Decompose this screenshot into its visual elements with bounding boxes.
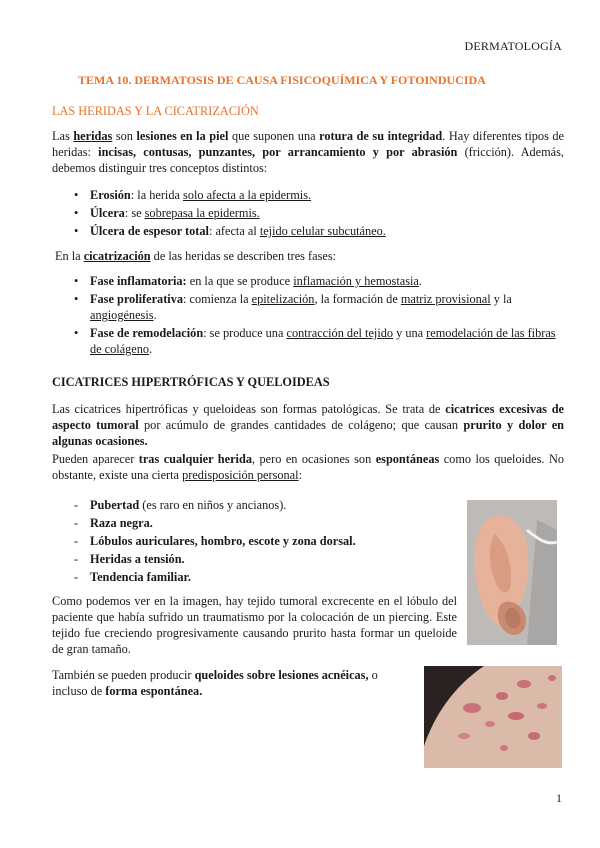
list-item: - Pubertad (es raro en niños y ancianos). (74, 498, 287, 512)
tema-title: TEMA 10. DERMATOSIS DE CAUSA FISICOQUÍMICA Y FOTOINDUCIDA (78, 73, 486, 87)
intro-paragraph: Las heridas son lesiones en la piel que suponen una rotura de su integridad. Hay diferentes tipos de heridas: incisas, contusas, punzantes, por arrancamiento y por abrasión (fricción). Además, debemos distinguir tres conceptos distintos: (52, 129, 565, 175)
phases-intro: En la cicatrización de las heridas se describen tres fases: (55, 249, 337, 263)
list-item: - Lóbulos auriculares, hombro, escote y zona dorsal. (74, 534, 356, 548)
cicatrices-paragraph-4: También se pueden producir queloides sobre lesiones acnéicas, o incluso de forma espontánea. (52, 668, 378, 698)
section-title-heridas: LAS HERIDAS Y LA CICATRIZACIÓN (52, 104, 259, 118)
cicatrices-paragraph-2: Pueden aparecer tras cualquier herida, pero en ocasiones son espontáneas como los queloides. No obstante, existe una cierta predisposición personal: (52, 452, 564, 482)
list-item: • Úlcera: se sobrepasa la epidermis. (74, 206, 260, 220)
list-item: • Fase de remodelación: se produce una contracción del tejido y una remodelación de las fibras de colágeno. (74, 326, 556, 356)
list-item: - Heridas a tensión. (74, 552, 185, 566)
list-item: - Tendencia familiar. (74, 570, 191, 584)
skin-illustration (424, 666, 562, 768)
section-title-cicatrices: CICATRICES HIPERTRÓFICAS Y QUELOIDEAS (52, 375, 330, 389)
list-item: • Úlcera de espesor total: afecta al tejido celular subcutáneo. (74, 224, 386, 238)
concepts-list (72, 187, 567, 241)
keloid-ear-photo (467, 500, 557, 645)
page-number: 1 (556, 791, 562, 805)
list-item: • Erosión: la herida solo afecta a la epidermis. (74, 188, 312, 202)
list-item: - Raza negra. (74, 516, 153, 530)
factors-list (72, 497, 452, 587)
cicatrices-paragraph-3: Como podemos ver en la imagen, hay tejido tumoral excrecente en el lóbulo del paciente que había sufrido un traumatismo por la colocación de un piercing. Este tejido fue creciendo progresivamente causando prurito hasta formar un queloide de gran tamaño. (52, 594, 457, 656)
phases-list (72, 273, 567, 359)
page-header: DERMATOLOGÍA (464, 39, 562, 53)
ear-illustration (467, 500, 557, 645)
cicatrices-paragraph-1: Las cicatrices hipertróficas y queloideas son formas patológicas. Se trata de cicatrices excesivas de aspecto tumoral por acúmulo de grandes cantidades de colágeno; que causan prurito y dolor en algunas ocasiones. (52, 402, 565, 448)
list-item: • Fase proliferativa: comienza la epitelización, la formación de matriz provisional y la angiogénesis. (74, 292, 512, 322)
acne-keloid-photo (424, 666, 562, 768)
list-item: • Fase inflamatoria: en la que se produce inflamación y hemostasia. (74, 274, 422, 288)
